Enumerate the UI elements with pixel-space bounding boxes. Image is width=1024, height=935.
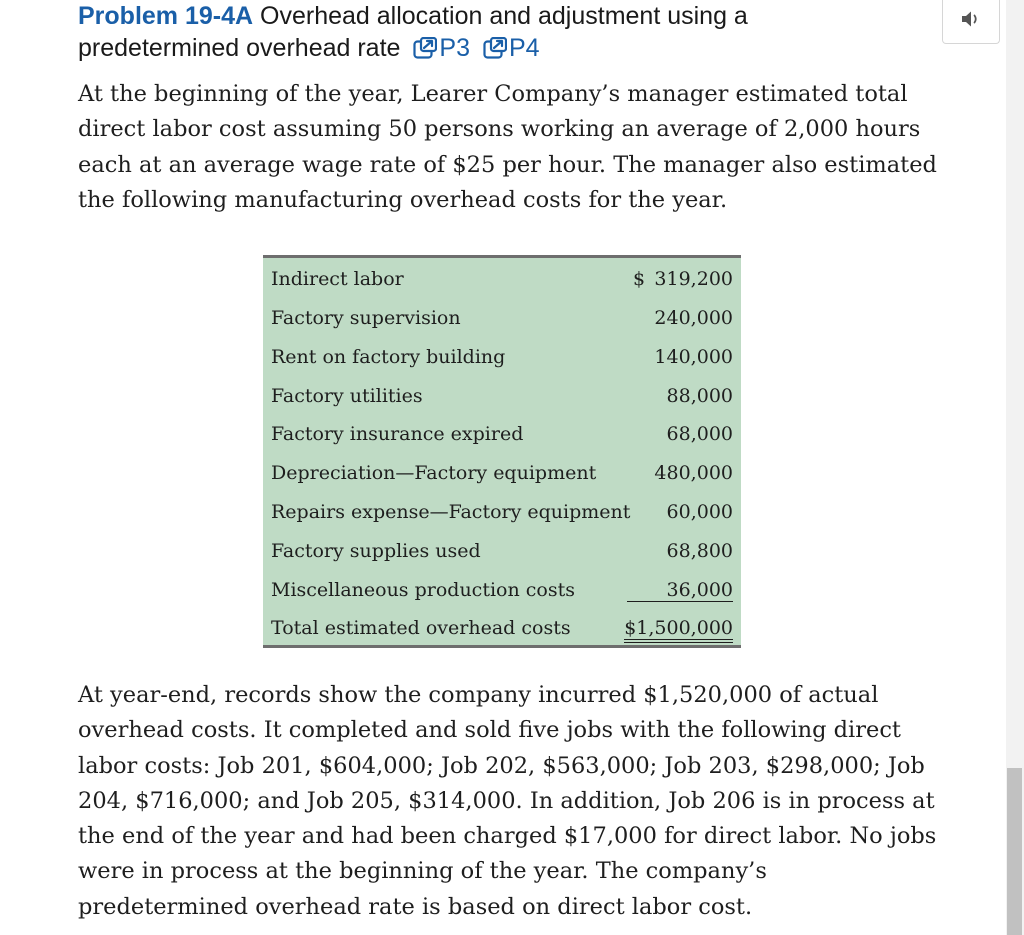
total-label: Total estimated overhead costs <box>271 617 571 639</box>
table-row <box>263 262 741 301</box>
intro-paragraph: At the beginning of the year, Learer Company’s manager estimated total direct labor cost assuming 50 persons working an average of 2,000 hours each at an average wage rate of $25 per hour. The manager also estimated the following manufacturing overhead costs for the year. <box>78 81 937 213</box>
row-value: 60,000 <box>666 501 733 523</box>
row-value: 88,000 <box>666 385 733 407</box>
problem-number: Problem 19-4A <box>78 2 254 30</box>
ref-link-p4[interactable]: P4 <box>508 34 540 62</box>
row-label: Rent on factory building <box>271 346 506 368</box>
row-value: 140,000 <box>654 346 733 368</box>
audio-button[interactable] <box>942 0 1000 44</box>
table-row <box>263 456 741 495</box>
row-value: 68,800 <box>666 540 733 562</box>
total-value: $1,500,000 <box>624 617 733 643</box>
row-value: 319,200 <box>654 268 733 290</box>
table-row <box>263 301 741 340</box>
row-value: 240,000 <box>654 307 733 329</box>
table-row <box>263 340 741 379</box>
external-link-icon[interactable] <box>413 35 437 57</box>
row-label: Miscellaneous production costs <box>271 579 575 601</box>
yearend-paragraph: At year-end, records show the company incurred $1,520,000 of actual overhead costs. It completed and sold five jobs with the following direct labor costs: Job 201, $604,000; Job 202, $563,000; Job 203, $298,000; Job 204, $716,000; and Job 205, $314,000. In addition, Job 206 is in process at the end of the year and had been charged $17,000 for direct labor. No jobs were in process at the beginning of the year. The company’s predetermined overhead rate is based on direct labor cost. <box>78 682 937 920</box>
row-value: 36,000 <box>627 579 733 602</box>
row-label: Repairs expense—Factory equipment <box>271 501 631 523</box>
row-label: Factory insurance expired <box>271 423 524 445</box>
external-link-icon[interactable] <box>483 35 507 57</box>
row-label: Factory supervision <box>271 307 461 329</box>
speaker-icon <box>960 10 982 33</box>
table-row <box>263 379 741 418</box>
problem-title-line2: predetermined overhead rate <box>78 34 401 62</box>
table-row <box>263 573 741 612</box>
row-value: 480,000 <box>654 462 733 484</box>
row-label: Indirect labor <box>271 268 404 290</box>
problem-header <box>78 0 928 64</box>
ref-link-p3[interactable]: P3 <box>439 34 470 62</box>
table-row <box>263 417 741 456</box>
table-row <box>263 495 741 534</box>
row-label: Depreciation—Factory equipment <box>271 462 597 484</box>
currency-symbol: $ <box>633 268 646 290</box>
row-label: Factory utilities <box>271 385 423 407</box>
total-row <box>263 611 741 650</box>
overhead-table <box>263 255 741 648</box>
scrollbar-thumb[interactable] <box>1007 768 1022 935</box>
row-value: 68,000 <box>666 423 733 445</box>
row-label: Factory supplies used <box>271 540 481 562</box>
table-row <box>263 534 741 573</box>
problem-title-line1: Overhead allocation and adjustment using a <box>260 2 748 30</box>
